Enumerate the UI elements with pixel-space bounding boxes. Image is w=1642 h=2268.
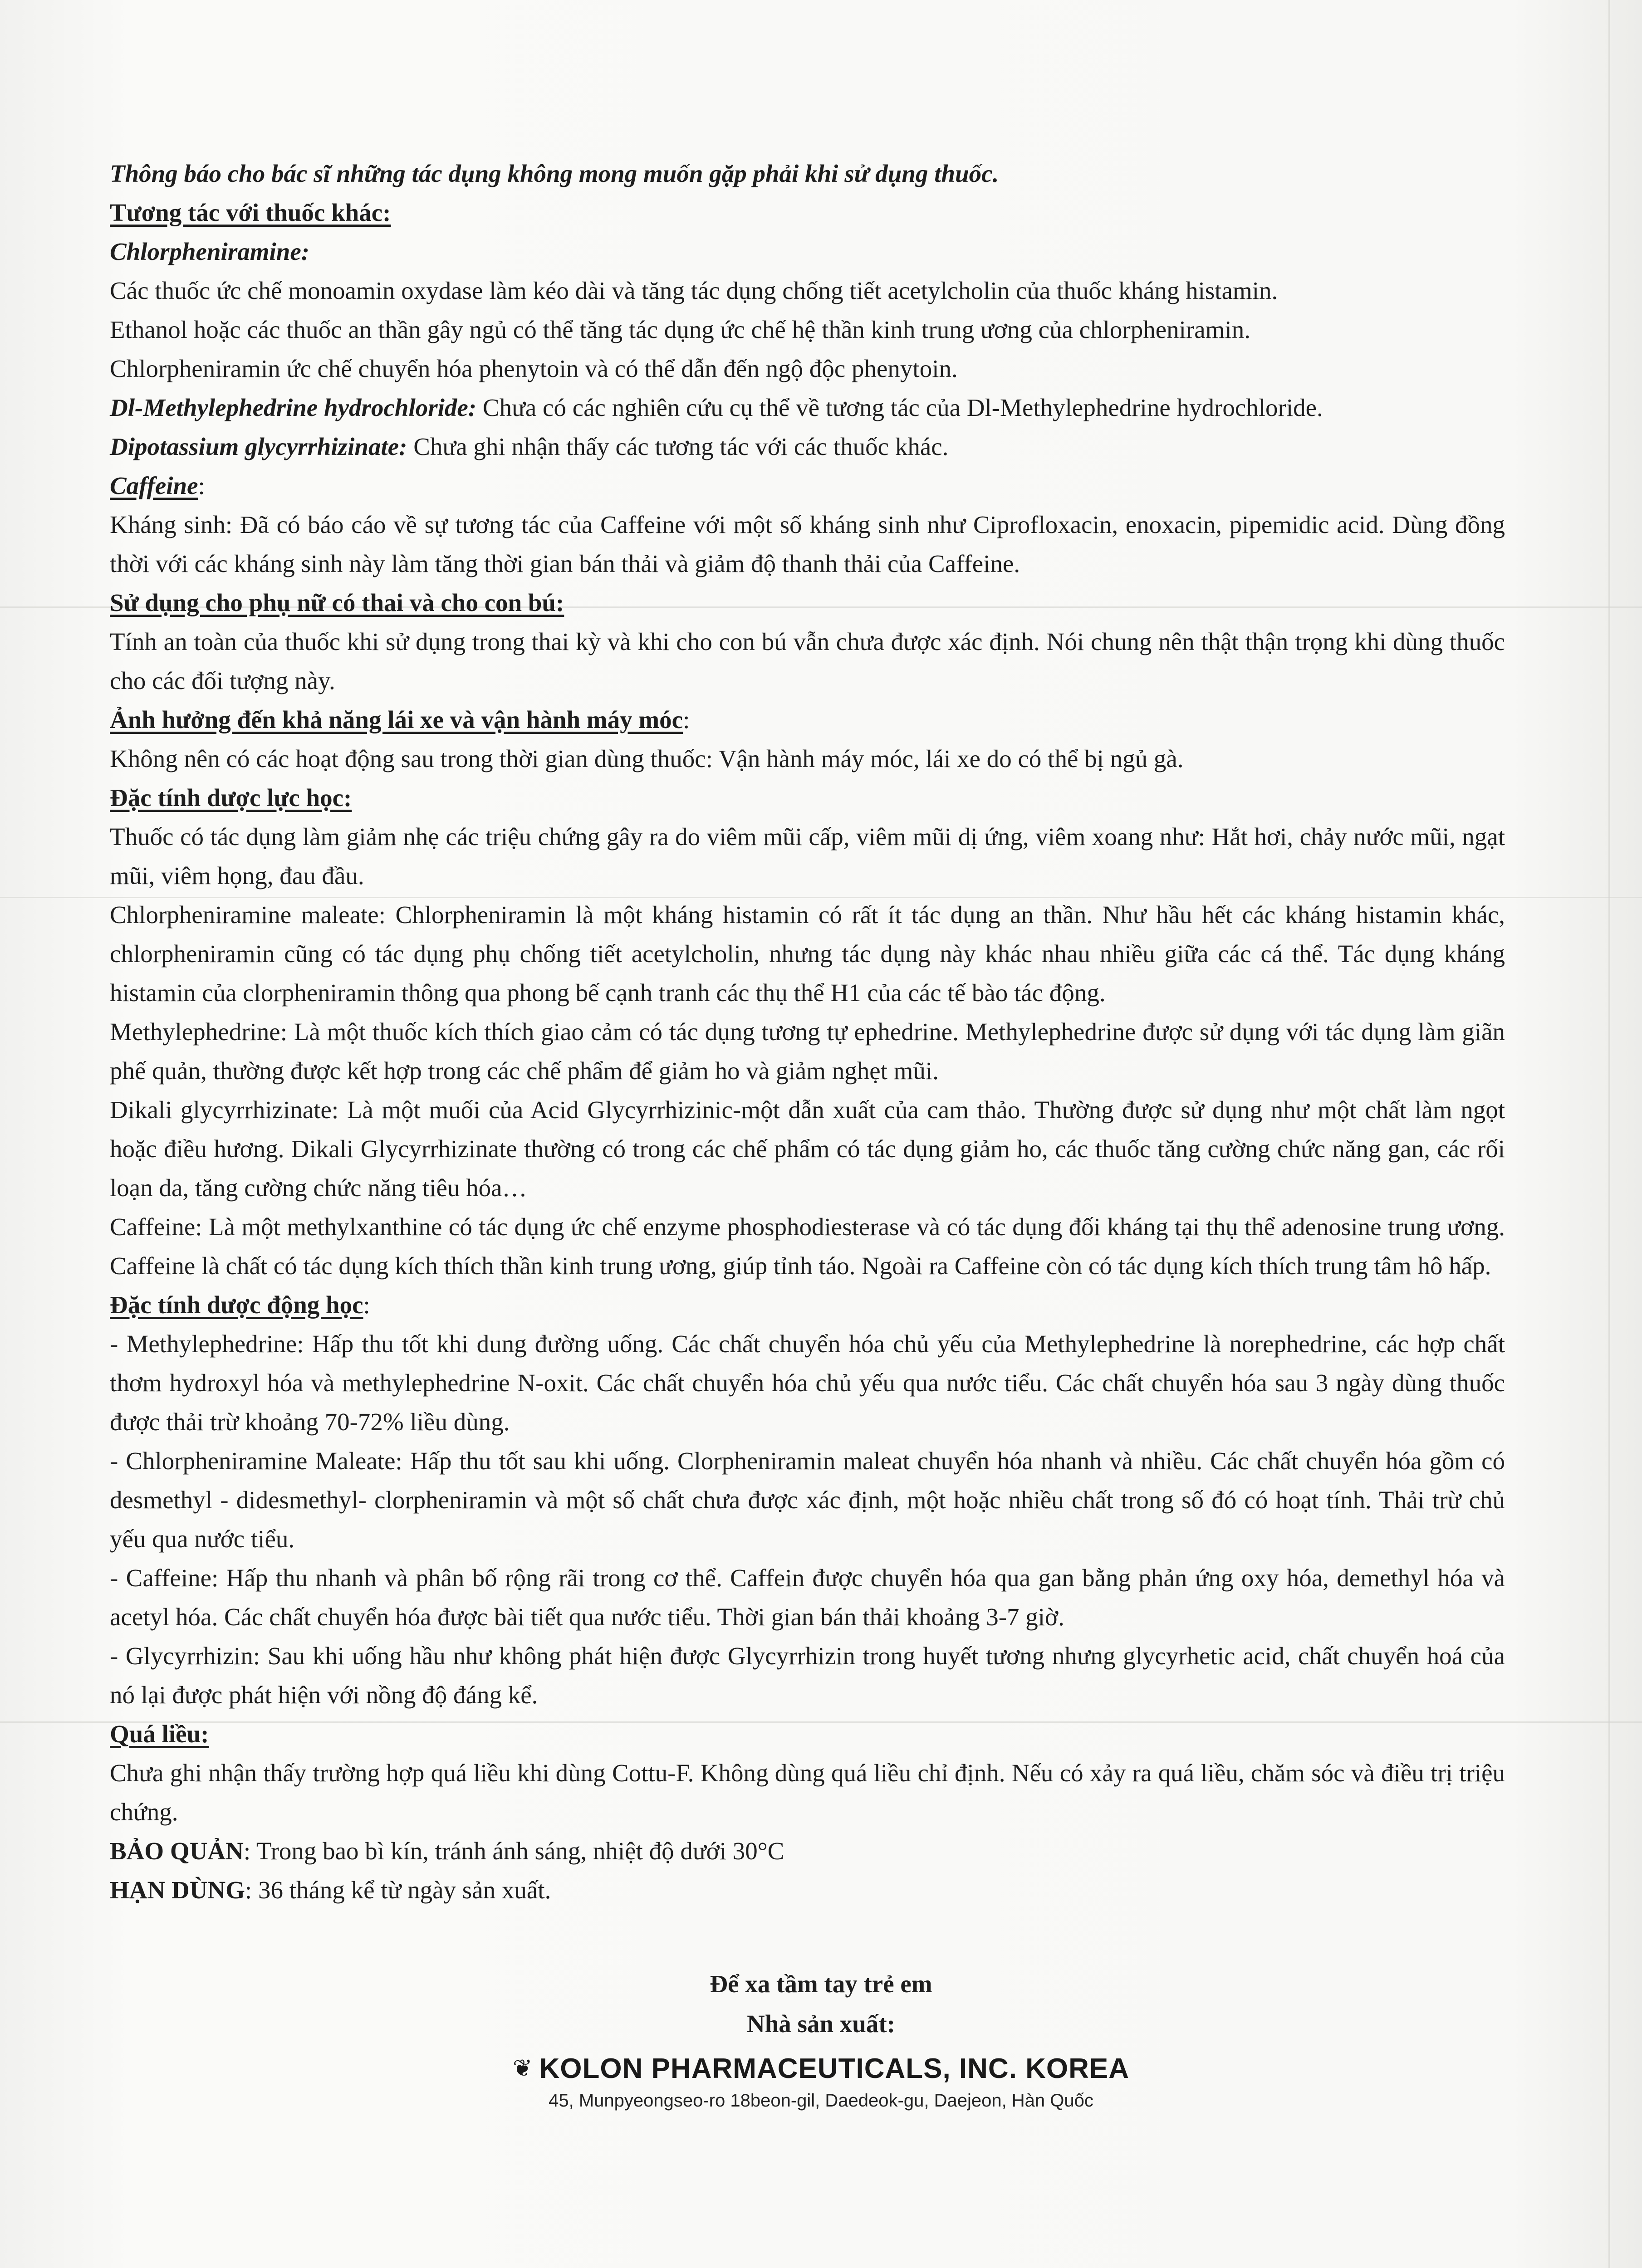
pharmacodynamics-paragraph: Methylephedrine: Là một thuốc kích thích giao cảm có tác dụng tương tự ephedrine. Methylephedrine được sử dụng với tác dụng làm giãn phế quản, thường được kết hợp trong các chế phẩm để giảm ho và giảm nghẹt mũi.	[110, 1018, 1505, 1085]
chlorpheniramine-line: Các thuốc ức chế monoamin oxydase làm kéo dài và tăng tác dụng chống tiết acetylcholin của thuốc kháng histamin.	[110, 277, 1278, 304]
dipotassium-title: Dipotassium glycyrrhizinate:	[110, 433, 407, 460]
leaflet-body	[110, 154, 1505, 1910]
manufacturer-label: Nhà sản xuất:	[746, 2010, 896, 2038]
storage-label: BẢO QUẢN	[110, 1837, 244, 1865]
expiry-label: HẠN DÙNG	[110, 1876, 245, 1904]
expiry-text: : 36 tháng kể từ ngày sản xuất.	[245, 1876, 551, 1904]
pregnancy-text: Tính an toàn của thuốc khi sử dụng trong thai kỳ và khi cho con bú vẫn chưa được xác định. Nói chung nên thật thận trọng khi dùng thuốc cho các đối tượng này.	[110, 628, 1505, 694]
caffeine-title-line	[110, 466, 1505, 505]
leaflet-footer	[0, 1964, 1642, 2114]
dipotassium-text: Chưa ghi nhận thấy các tương tác với các thuốc khác.	[407, 433, 949, 460]
chlorpheniramine-line: Ethanol hoặc các thuốc an thần gây ngủ có thể tăng tác dụng ức chế hệ thần kinh trung ương của chlorpheniramin.	[110, 316, 1250, 343]
storage-text: : Trong bao bì kín, tránh ánh sáng, nhiệt độ dưới 30°C	[243, 1837, 784, 1865]
pharmacokinetics-paragraph: - Glycyrrhizin: Sau khi uống hầu như không phát hiện được Glycyrrhizin trong huyết tương nhưng glycyrhetic acid, chất chuyển hoá của nó lại được phát hiện với nồng độ đáng kể.	[110, 1642, 1505, 1709]
caffeine-colon: :	[198, 472, 205, 499]
chlorpheniramine-title: Chlorpheniramine:	[110, 238, 310, 265]
driving-heading: Ảnh hưởng đến khả năng lái xe và vận hành máy móc	[110, 706, 683, 733]
manufacturer-brand	[0, 2050, 1642, 2087]
intro-note: Thông báo cho bác sĩ những tác dụng không mong muốn gặp phải khi sử dụng thuốc.	[110, 160, 999, 187]
pregnancy-heading: Sử dụng cho phụ nữ có thai và cho con bú:	[110, 589, 564, 616]
overdose-heading: Quá liều:	[110, 1720, 209, 1748]
overdose-text: Chưa ghi nhận thấy trường hợp quá liều khi dùng Cottu-F. Không dùng quá liều chỉ định. Nếu có xảy ra quá liều, chăm sóc và điều trị triệu chứng.	[110, 1759, 1505, 1826]
kolon-logo-icon: ❦	[512, 2055, 533, 2082]
storage-line	[110, 1832, 1505, 1871]
pharmacokinetics-paragraph: - Methylephedrine: Hấp thu tốt khi dung đường uống. Các chất chuyển hóa chủ yếu của Methylephedrine là norephedrine, các hợp chất thơm hydroxyl hóa và methylephedrine N-oxit. Các chất chuyển hóa chủ yếu qua nước tiểu. Các chất chuyển hóa sau 3 ngày dùng thuốc được thải trừ khoảng 70-72% liều dùng.	[110, 1330, 1505, 1436]
caffeine-title: Caffeine	[110, 472, 198, 499]
methylephedrine-title: Dl-Methylephedrine hydrochloride:	[110, 394, 477, 421]
company-address: 45, Munpyeongseo-ro 18beon-gil, Daedeok-gu, Daejeon, Hàn Quốc	[549, 2091, 1093, 2111]
child-warning: Để xa tầm tay trẻ em	[710, 1970, 932, 1998]
pharmacokinetics-paragraph: - Caffeine: Hấp thu nhanh và phân bố rộng rãi trong cơ thể. Caffein được chuyển hóa qua gan bằng phản ứng oxy hóa, demethyl hóa và acetyl hóa. Các chất chuyển hóa được bài tiết qua nước tiểu. Thời gian bán thải khoảng 3-7 giờ.	[110, 1564, 1505, 1631]
pharmacokinetics-colon: :	[363, 1291, 370, 1319]
driving-heading-line	[110, 700, 1505, 739]
paper-edge	[1608, 0, 1610, 2268]
pharmacodynamics-paragraph: Dikali glycyrrhizinate: Là một muối của Acid Glycyrrhizinic-một dẫn xuất của cam thảo. Thường được sử dụng như một chất làm ngọt hoặc điều hương. Dikali Glycyrrhizinate thường có trong các chế phẩm có tác dụng giảm ho, các thuốc tăng cường chức năng gan, các rối loạn da, tăng cường chức năng tiêu hóa…	[110, 1096, 1505, 1202]
driving-text: Không nên có các hoạt động sau trong thời gian dùng thuốc: Vận hành máy móc, lái xe do có thể bị ngủ gà.	[110, 745, 1184, 772]
pharmacodynamics-heading: Đặc tính dược lực học:	[110, 784, 352, 811]
pharmacokinetics-heading: Đặc tính dược động học	[110, 1291, 363, 1319]
pharmacodynamics-paragraph: Thuốc có tác dụng làm giảm nhẹ các triệu chứng gây ra do viêm mũi cấp, viêm mũi dị ứng, viêm xoang như: Hắt hơi, chảy nước mũi, ngạt mũi, viêm họng, đau đầu.	[110, 823, 1505, 890]
company-name: KOLON PHARMACEUTICALS, INC. KOREA	[539, 2053, 1130, 2084]
pharmacodynamics-paragraph: Chlorpheniramine maleate: Chlorpheniramin là một kháng histamin có rất ít tác dụng an thần. Như hầu hết các kháng histamin khác, chlorpheniramin cũng có tác dụng phụ chống tiết acetylcholin, nhưng tác dụng này khác nhau nhiều giữa các cá thể. Tác dụng kháng histamin của clorpheniramin thông qua phong bế cạnh tranh các thụ thể H1 của các tế bào tác động.	[110, 901, 1505, 1007]
methylephedrine-text: Chưa có các nghiên cứu cụ thể về tương tác của Dl-Methylephedrine hydrochloride.	[476, 394, 1323, 421]
driving-colon: :	[683, 706, 690, 733]
expiry-line	[110, 1871, 1505, 1910]
pharmacodynamics-paragraph: Caffeine: Là một methylxanthine có tác dụng ức chế enzyme phosphodiesterase và có tác dụng đối kháng tại thụ thể adenosine trung ương. Caffeine là chất có tác dụng kích thích thần kinh trung ương, giúp tỉnh táo. Ngoài ra Caffeine còn có tác dụng kích thích trung tâm hô hấp.	[110, 1213, 1505, 1280]
pharmacokinetics-heading-line	[110, 1286, 1505, 1325]
pharmacokinetics-paragraph: - Chlorpheniramine Maleate: Hấp thu tốt sau khi uống. Clorpheniramin maleat chuyển hóa nhanh và nhiều. Các chất chuyển hóa gồm có desmethyl - didesmethyl- clorpheniramin và một số chất chưa được xác định, một hoặc nhiều chất trong số đó có hoạt tính. Thải trừ chủ yếu qua nước tiểu.	[110, 1447, 1505, 1553]
caffeine-interaction-text: Kháng sinh: Đã có báo cáo về sự tương tác của Caffeine với một số kháng sinh như Ciprofloxacin, enoxacin, pipemidic acid. Dùng đồng thời với các kháng sinh này làm tăng thời gian bán thải và giảm độ thanh thải của Caffeine.	[110, 511, 1505, 577]
chlorpheniramine-line: Chlorpheniramin ức chế chuyển hóa phenytoin và có thể dẫn đến ngộ độc phenytoin.	[110, 355, 958, 382]
methylephedrine-interaction	[110, 388, 1505, 427]
interactions-heading: Tương tác với thuốc khác:	[110, 199, 391, 226]
dipotassium-interaction	[110, 427, 1505, 466]
